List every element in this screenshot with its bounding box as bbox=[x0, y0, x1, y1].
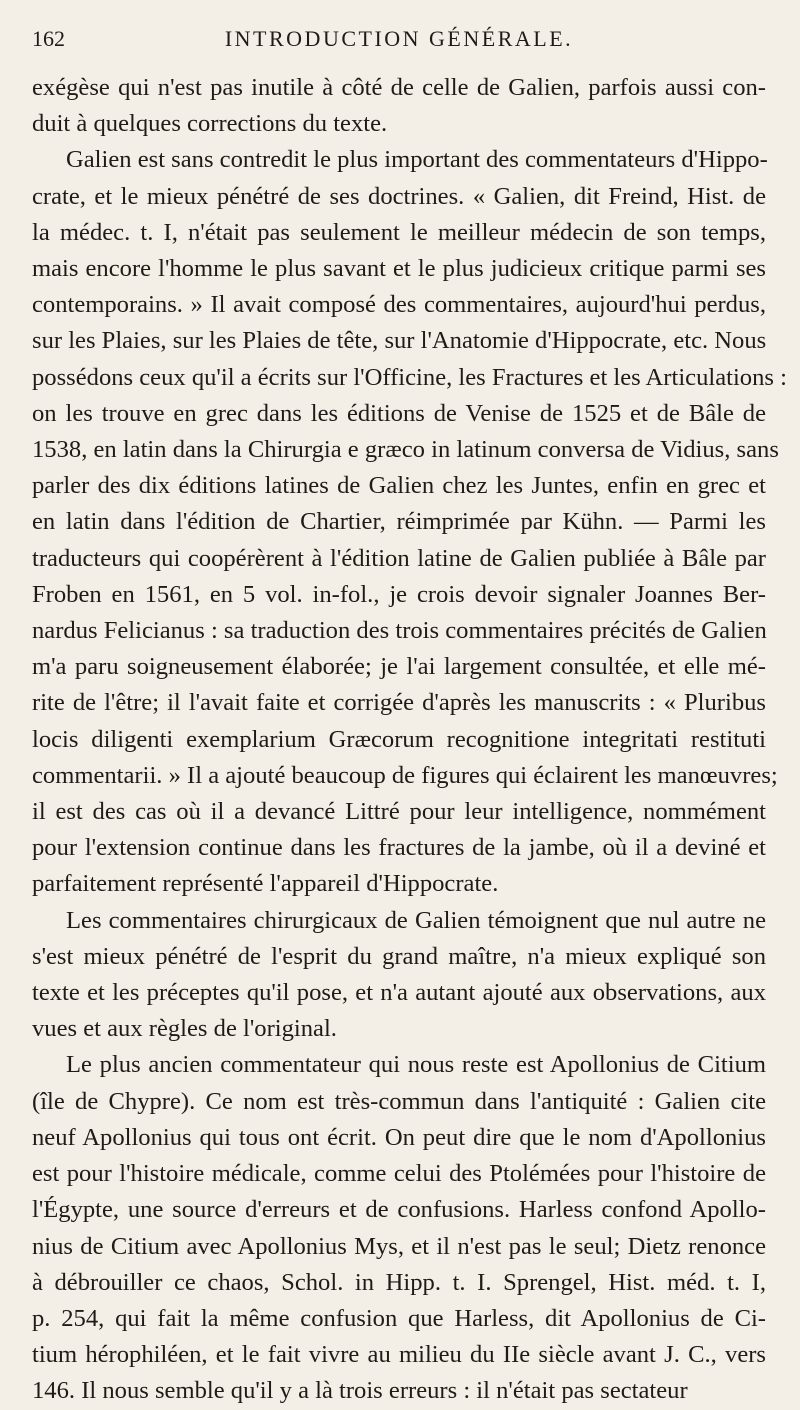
text-line: on les trouve en grec dans les éditions de Venise de 1525 et de Bâle de bbox=[32, 399, 766, 427]
paragraph bbox=[32, 142, 787, 902]
text-line: possédons ceux qu'il a écrits sur l'Officine, les Fractures et les Articulations : bbox=[32, 363, 787, 391]
text-line: Les commentaires chirurgicaux de Galien témoignent que nul autre ne bbox=[66, 906, 766, 934]
text-line: mais encore l'homme le plus savant et le plus judicieux critique parmi ses bbox=[32, 255, 766, 283]
text-line: locis diligenti exemplarium Græcorum recognitione integritati restituti bbox=[32, 725, 766, 753]
text-line: sur les Plaies, sur les Plaies de tête, sur l'Anatomie d'Hippocrate, etc. Nous bbox=[32, 327, 767, 355]
text-line: en latin dans l'édition de Chartier, réimprimée par Kühn. — Parmi les bbox=[32, 508, 766, 536]
text-line: parler des dix éditions latines de Galien chez les Juntes, enfin en grec et bbox=[32, 472, 766, 500]
paragraph bbox=[32, 70, 766, 142]
text-line: s'est mieux pénétré de l'esprit du grand maître, n'a mieux expliqué son bbox=[32, 942, 766, 970]
text-line: 1538, en latin dans la Chirurgia e græco in latinum conversa de Vidius, sans bbox=[32, 436, 779, 464]
page-body bbox=[32, 70, 787, 1410]
text-line: contemporains. » Il avait composé des commentaires, aujourd'hui perdus, bbox=[32, 291, 766, 319]
paragraph bbox=[32, 1047, 766, 1409]
text-line: nius de Citium avec Apollonius Mys, et il n'est pas le seul; Dietz renonce bbox=[32, 1232, 766, 1260]
text-line: l'Égypte, une source d'erreurs et de confusions. Harless confond Apollo- bbox=[32, 1196, 766, 1224]
page-number: 162 bbox=[32, 26, 65, 51]
text-line: m'a paru soigneusement élaborée; je l'ai largement consultée, et elle mé- bbox=[32, 653, 766, 681]
page-header bbox=[32, 26, 766, 70]
text-line: traducteurs qui coopérèrent à l'édition latine de Galien publiée à Bâle par bbox=[32, 544, 766, 572]
text-line: Froben en 1561, en 5 vol. in-fol., je crois devoir signaler Joannes Ber- bbox=[32, 580, 766, 608]
text-line: p. 254, qui fait la même confusion que Harless, dit Apollonius de Ci- bbox=[32, 1304, 766, 1332]
running-title: INTRODUCTION GÉNÉRALE. bbox=[224, 26, 574, 51]
text-line: parfaitement représenté l'appareil d'Hippocrate. bbox=[32, 870, 499, 898]
text-line: (île de Chypre). Ce nom est très-commun dans l'antiquité : Galien cite bbox=[32, 1087, 766, 1115]
text-line: crate, et le mieux pénétré de ses doctrines. « Galien, dit Freind, Hist. de bbox=[32, 182, 766, 210]
text-line: la médec. t. I, n'était pas seulement le meilleur médecin de son temps, bbox=[32, 218, 766, 246]
text-line: il est des cas où il a devancé Littré pour leur intelligence, nommément bbox=[32, 798, 766, 826]
text-line: exégèse qui n'est pas inutile à côté de celle de Galien, parfois aussi con- bbox=[32, 74, 766, 101]
text-line: tium hérophiléen, et le fait vivre au milieu du IIe siècle avant J. C., vers bbox=[32, 1341, 766, 1369]
text-line: est pour l'histoire médicale, comme celui des Ptolémées pour l'histoire de bbox=[32, 1160, 766, 1188]
text-line: duit à quelques corrections du texte. bbox=[32, 110, 388, 138]
text-line: Galien est sans contredit le plus important des commentateurs d'Hippo- bbox=[66, 146, 768, 174]
text-line: Le plus ancien commentateur qui nous reste est Apollonius de Citium bbox=[66, 1051, 766, 1079]
text-line: vues et aux règles de l'original. bbox=[32, 1015, 337, 1043]
text-line: 146. Il nous semble qu'il y a là trois erreurs : il n'était pas sectateur bbox=[32, 1377, 688, 1405]
text-line: nardus Felicianus : sa traduction des trois commentaires précités de Galien bbox=[32, 617, 767, 645]
text-line: rite de l'être; il l'avait faite et corrigée d'après les manuscrits : « Pluribus bbox=[32, 689, 766, 717]
text-line: commentarii. » Il a ajouté beaucoup de figures qui éclairent les manœuvres; bbox=[32, 761, 778, 789]
text-line: à débrouiller ce chaos, Schol. in Hipp. t. I. Sprengel, Hist. méd. t. I, bbox=[32, 1268, 766, 1296]
text-line: texte et les préceptes qu'il pose, et n'a autant ajouté aux observations, aux bbox=[32, 979, 766, 1007]
paragraph bbox=[32, 903, 766, 1048]
text-line: pour l'extension continue dans les fractures de la jambe, où il a deviné et bbox=[32, 834, 766, 862]
text-line: neuf Apollonius qui tous ont écrit. On peut dire que le nom d'Apollonius bbox=[32, 1123, 766, 1151]
